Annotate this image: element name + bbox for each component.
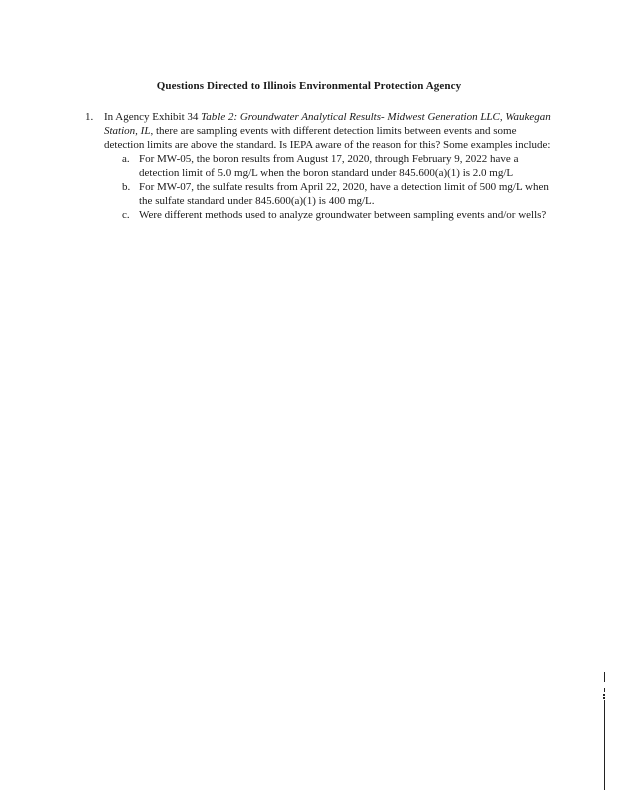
question-list <box>85 110 555 222</box>
sub-question-text: Were different methods used to analyze groundwater between sampling events and/or wells? <box>139 209 547 221</box>
scan-edge-mark <box>604 688 605 692</box>
sub-question-item <box>122 208 554 222</box>
sub-question-item <box>122 180 554 208</box>
sub-question-text: For MW-05, the boron results from August 17, 2020, through February 9, 2022 have a detection limit of 5.0 mg/L when the boron standard under 845.600(a)(1) is 2.0 mg/L <box>139 153 519 179</box>
scan-edge-line <box>604 700 605 790</box>
sub-question-list <box>122 152 555 222</box>
scan-edge-dot <box>603 697 605 699</box>
question-exhibit-title: Table 2: Groundwater Analytical Results- Midwest Generation LLC, Waukegan Station, IL <box>104 111 551 137</box>
question-number: 1. <box>85 111 94 123</box>
sub-question-letter: c. <box>122 209 130 221</box>
sub-question-letter: b. <box>122 181 131 193</box>
question-text-rest: , there are sampling events with different detection limits between events and some detection limits are above the standard. Is IEPA aware of the reason for this? Some examples include: <box>104 125 551 151</box>
document-title: Questions Directed to Illinois Environmental Protection Agency <box>156 80 462 92</box>
sub-question-letter: a. <box>122 153 130 165</box>
scan-edge-mark <box>604 672 605 682</box>
question-item <box>85 110 555 222</box>
scan-edge-dot <box>603 694 605 696</box>
question-text <box>104 110 555 152</box>
sub-question-item <box>122 152 554 180</box>
sub-question-text: For MW-07, the sulfate results from April 22, 2020, have a detection limit of 500 mg/L when the sulfate standard under 845.600(a)(1) is 400 mg/L. <box>139 181 549 207</box>
question-text-lead: In Agency Exhibit 34 <box>104 111 202 123</box>
